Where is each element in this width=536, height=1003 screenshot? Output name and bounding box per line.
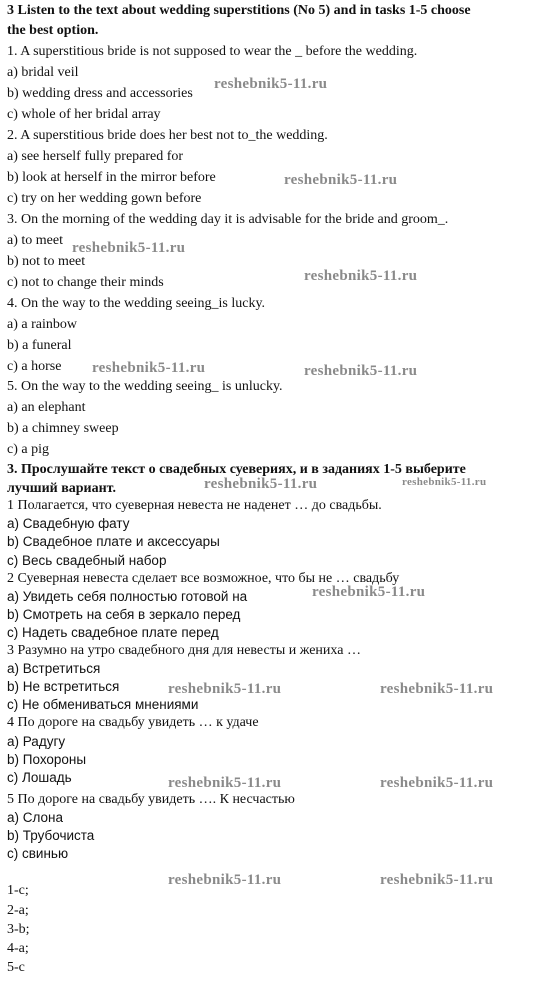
english-q1-option-c: c) whole of her bridal array: [7, 107, 161, 122]
russian-q2-option-a: а) Увидеть себя полностью готовой на: [7, 589, 248, 604]
russian-q4-option-b: b) Похороны: [7, 752, 87, 767]
russian-title-line-1: 3. Прослушайте текст о свадебных суевериях, и в заданиях 1-5 выберите: [7, 462, 466, 477]
english-q2-option-c: c) try on her wedding gown before: [7, 191, 202, 206]
english-q3-option-a: a) to meet: [7, 233, 63, 248]
english-q4-option-c: c) a horse: [7, 359, 62, 374]
answer-5: 5-c: [7, 960, 25, 975]
english-question-2: 2. A superstitious bride does her best not to_the wedding.: [7, 128, 328, 143]
watermark: reshebnik5-11.ru: [72, 240, 186, 256]
answer-3: 3-b;: [7, 922, 30, 937]
english-q2-option-a: a) see herself fully prepared for: [7, 149, 184, 164]
watermark: reshebnik5-11.ru: [380, 681, 494, 697]
russian-q5-option-c: с) свинью: [7, 846, 69, 861]
russian-question-4: 4 По дороге на свадьбу увидеть … к удаче: [7, 715, 259, 730]
russian-q3-option-b: b) Не встретиться: [7, 679, 120, 694]
russian-q1-option-c: с) Весь свадебный набор: [7, 553, 167, 568]
watermark: reshebnik5-11.ru: [204, 476, 318, 492]
russian-q1-option-a: а) Свадебную фату: [7, 516, 130, 531]
english-q4-option-b: b) a funeral: [7, 338, 72, 353]
watermark: reshebnik5-11.ru: [304, 363, 418, 379]
watermark: reshebnik5-11.ru: [168, 681, 282, 697]
watermark: reshebnik5-11.ru: [284, 172, 398, 188]
watermark: reshebnik5-11.ru: [304, 268, 418, 284]
russian-q2-option-c: с) Надеть свадебное плате перед: [7, 625, 219, 640]
russian-title-line-2: лучший вариант.: [7, 481, 117, 496]
russian-question-3: 3 Разумно на утро свадебного дня для невесты и жениха …: [7, 643, 361, 658]
watermark: reshebnik5-11.ru: [168, 872, 282, 888]
watermark: reshebnik5-11.ru: [380, 872, 494, 888]
answer-1: 1-c;: [7, 883, 29, 898]
russian-question-1: 1 Полагается, что суеверная невеста не наденет … до свадьбы.: [7, 498, 382, 513]
english-q5-option-a: a) an elephant: [7, 400, 86, 415]
english-title-line-1: 3 Listen to the text about wedding superstitions (No 5) and in tasks 1-5 choose: [7, 3, 471, 18]
english-q5-option-c: c) a pig: [7, 442, 49, 457]
english-q2-option-b: b) look at herself in the mirror before: [7, 170, 216, 185]
english-q3-option-c: c) not to change their minds: [7, 275, 164, 290]
russian-q4-option-c: с) Лошадь: [7, 770, 72, 785]
watermark: reshebnik5-11.ru: [168, 775, 282, 791]
english-q1-option-b: b) wedding dress and accessories: [7, 86, 193, 101]
english-title-line-2: the best option.: [7, 23, 99, 38]
watermark: reshebnik5-11.ru: [380, 775, 494, 791]
watermark: reshebnik5-11.ru: [214, 76, 328, 92]
russian-q5-option-a: а) Слона: [7, 810, 64, 825]
russian-q3-option-a: а) Встретиться: [7, 661, 101, 676]
answer-4: 4-a;: [7, 941, 29, 956]
russian-q1-option-b: b) Свадебное плате и аксессуары: [7, 534, 220, 549]
english-q5-option-b: b) a chimney sweep: [7, 421, 119, 436]
english-question-3: 3. On the morning of the wedding day it is advisable for the bride and groom_.: [7, 212, 449, 227]
english-q1-option-a: a) bridal veil: [7, 65, 79, 80]
english-question-4: 4. On the way to the wedding seeing_is lucky.: [7, 296, 266, 311]
russian-q5-option-b: b) Трубочиста: [7, 828, 95, 843]
english-q3-option-b: b) not to meet: [7, 254, 86, 269]
russian-q4-option-a: а) Радугу: [7, 734, 66, 749]
watermark: reshebnik5-11.ru: [312, 584, 426, 600]
russian-question-2: 2 Суеверная невеста сделает все возможное, что бы не … свадьбу: [7, 571, 400, 586]
russian-question-5: 5 По дороге на свадьбу увидеть …. К несчастью: [7, 792, 295, 807]
watermark: reshebnik5-11.ru: [402, 476, 487, 488]
english-question-1: 1. A superstitious bride is not supposed to wear the _ before the wedding.: [7, 44, 418, 59]
watermark: reshebnik5-11.ru: [92, 360, 206, 376]
english-q4-option-a: a) a rainbow: [7, 317, 77, 332]
russian-q3-option-c: с) Не обмениваться мнениями: [7, 697, 199, 712]
russian-q2-option-b: b) Смотреть на себя в зеркало перед: [7, 607, 241, 622]
english-question-5: 5. On the way to the wedding seeing_ is unlucky.: [7, 379, 283, 394]
answer-2: 2-a;: [7, 903, 29, 918]
